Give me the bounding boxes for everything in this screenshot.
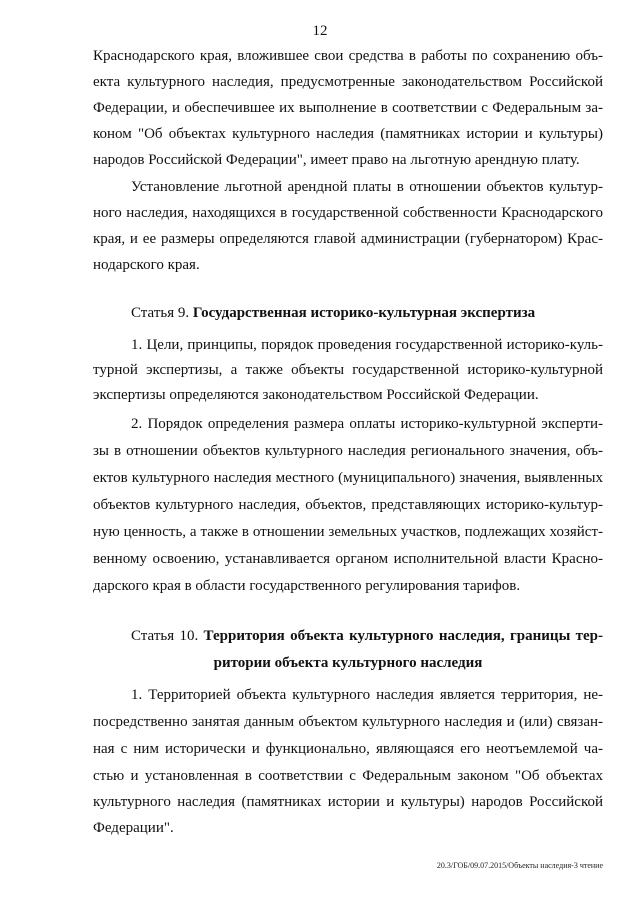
text-line: нодарского края. xyxy=(93,257,200,273)
page-number: 12 xyxy=(312,23,328,39)
article-10-label: Статья 10. xyxy=(131,628,199,644)
text-line: народов Российской Федерации", имеет право на льготную арендную плату. xyxy=(93,152,580,168)
text-line: Федерации". xyxy=(93,820,174,836)
article-10-heading xyxy=(131,624,603,648)
article-10-title-line2: ритории объекта культурного наследия xyxy=(213,655,483,671)
text-line: Краснодарского края, вложившее свои средства в работы по сохранению объ- xyxy=(93,48,603,64)
article-9-heading xyxy=(131,301,603,325)
text-line: турной экспертизы, а также объекты государственной историко-культурной xyxy=(93,362,603,378)
text-line: посредственно занятая данным объектом культурного наследия и (или) связан- xyxy=(93,714,603,730)
article-9-label: Статья 9. xyxy=(131,305,190,321)
footer-document-code: 20.3/ГОБ/09.07.2015/Объекты наследия-3 чтение xyxy=(436,861,603,870)
text-line: ного наследия, находящихся в государственной собственности Краснодарского xyxy=(93,205,603,221)
text-line: 1. Цели, принципы, порядок проведения государственной историко-куль- xyxy=(131,337,603,353)
article-10-title-line1: Территория объекта культурного наследия, границы тер- xyxy=(203,628,603,644)
text-line: ектов культурного наследия местного (муниципального) значения, выявленных xyxy=(93,470,603,486)
text-line: дарского края в области государственного регулирования тарифов. xyxy=(93,578,521,594)
text-line: культурного наследия (памятниках истории и культуры) народов Российской xyxy=(93,794,603,810)
text-line: ная с ним исторически и функционально, являющаяся его неотъемлемой ча- xyxy=(93,741,603,757)
text-line: екта культурного наследия, предусмотренные законодательством Российской xyxy=(93,74,603,90)
text-line: Федерации, и обеспечившее их выполнение в соответствии с Федеральным за- xyxy=(93,100,603,116)
text-line: ную ценность, а также в отношении земельных участков, подлежащих хозяйст- xyxy=(93,524,603,540)
text-line: 2. Порядок определения размера оплаты историко-культурной эксперти- xyxy=(131,416,603,432)
text-line: экспертизы определяются законодательством Российской Федерации. xyxy=(93,387,539,403)
article-9-title: Государственная историко-культурная экспертиза xyxy=(192,305,536,321)
text-line: стью и установленная в соответствии с Федеральным законом "Об объектах xyxy=(93,768,603,784)
text-line: объектов культурного наследия, объектов, представляющих историко-культур- xyxy=(93,497,603,513)
text-line: 1. Территорией объекта культурного наследия является территория, не- xyxy=(131,687,603,703)
text-line: зы в отношении объектов культурного наследия регионального значения, объ- xyxy=(93,443,603,459)
text-line: венному освоению, устанавливается органом исполнительной власти Красно- xyxy=(93,551,603,567)
text-line: коном "Об объектах культурного наследия (памятниках истории и культуры) xyxy=(93,126,603,142)
text-line: Установление льготной арендной платы в отношении объектов культур- xyxy=(131,179,603,195)
text-line: края, и ее размеры определяются главой администрации (губернатором) Крас- xyxy=(93,231,603,247)
